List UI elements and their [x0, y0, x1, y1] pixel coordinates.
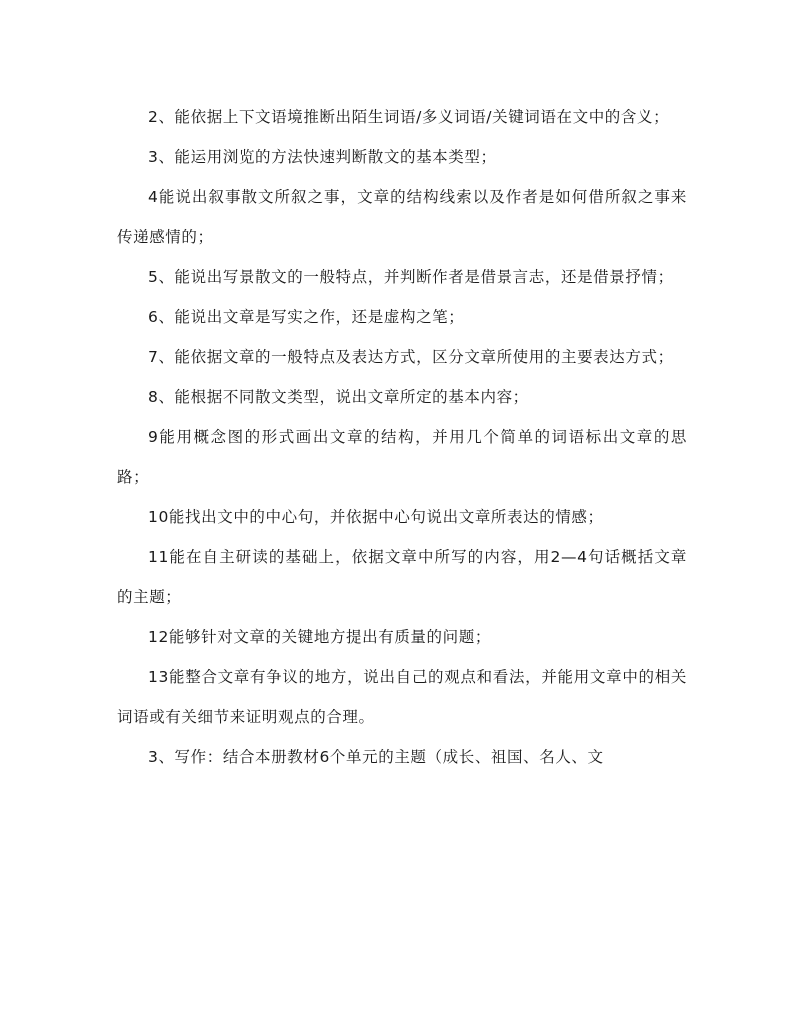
- paragraph-8-basic-content: 8、能根据不同散文类型，说出文章所定的基本内容；: [148, 388, 529, 406]
- paragraph-12-quality-questions: 12能够针对文章的关键地方提出有质量的问题；: [148, 628, 491, 646]
- paragraph-2-word-meaning: 2、能依据上下文语境推断出陌生词语/多义词语/关键词语在文中的含义；: [148, 108, 670, 126]
- paragraph-3-skim-type: 3、能运用浏览的方法快速判断散文的基本类型；: [148, 148, 497, 166]
- document-body: [117, 97, 687, 777]
- paragraph-4-narrative-prose: 4能说出叙事散文所叙之事，文章的结构线索以及作者是如何借所叙之事来传递感情的；: [117, 188, 687, 246]
- paragraph-6-realistic-fictional: 6、能说出文章是写实之作，还是虚构之笔；: [148, 308, 465, 326]
- paragraph-9-concept-map: 9能用概念图的形式画出文章的结构，并用几个简单的词语标出文章的思路；: [117, 428, 687, 486]
- paragraph-10-central-sentence: 10能找出文中的中心句，并依据中心句说出文章所表达的情感；: [148, 508, 604, 526]
- paragraph-13-viewpoints: 13能整合文章有争议的地方，说出自己的观点和看法，并能用文章中的相关词语或有关细节来证明观点的合理。: [117, 668, 687, 726]
- paragraph-11-theme-summary: 11能在自主研读的基础上，依据文章中所写的内容，用2—4句话概括文章的主题；: [117, 548, 687, 606]
- paragraph-7-expression-methods: 7、能依据文章的一般特点及表达方式，区分文章所使用的主要表达方式；: [148, 348, 674, 366]
- paragraph-5-landscape-prose: 5、能说出写景散文的一般特点，并判断作者是借景言志，还是借景抒情；: [148, 268, 674, 286]
- paragraph-writing-section: 3、写作：结合本册教材6个单元的主题（成长、祖国、名人、文: [148, 748, 604, 766]
